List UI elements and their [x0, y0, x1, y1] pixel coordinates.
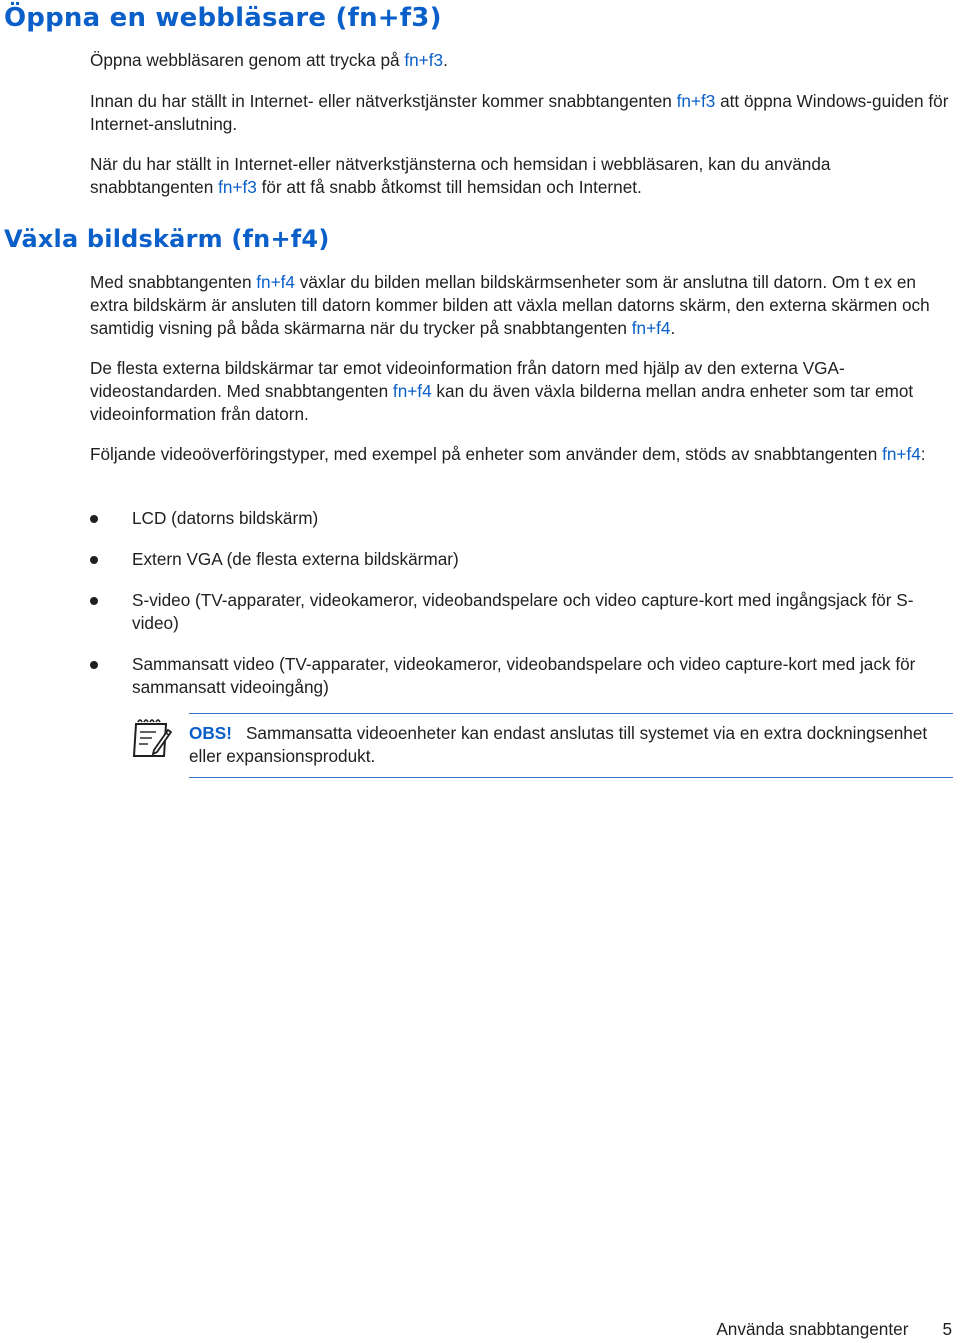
section-heading-browser: Öppna en webbläsare (fn+f3)	[4, 3, 442, 33]
paragraph-text: kan du även växla bilderna mellan andra enheter som tar emot videoinformation från datorn.	[90, 381, 914, 424]
hotkey-link[interactable]: fn+f4	[392, 381, 432, 401]
paragraph-text: Öppna webbläsaren genom att trycka på	[90, 50, 405, 70]
paragraph-text: :	[920, 444, 926, 464]
paragraph-text: för att få snabb åtkomst till hemsidan och Internet.	[256, 177, 642, 197]
paragraph-text: Med snabbtangenten	[90, 272, 257, 292]
bullet-icon	[90, 556, 98, 564]
paragraph-text: att öppna Windows-guiden för Internet-anslutning.	[90, 91, 949, 134]
paragraph-vga	[90, 357, 956, 426]
note-label: OBS!	[189, 723, 232, 743]
paragraph-after-setup	[90, 153, 956, 199]
list-item-text: Sammansatt video (TV-apparater, videokameror, videobandspelare och video capture-kort med jack för sammansatt videoingång)	[132, 654, 916, 697]
hotkey-link[interactable]: fn+f4	[631, 318, 671, 338]
section-heading-display: Växla bildskärm (fn+f4)	[4, 225, 330, 253]
list-item	[90, 507, 956, 530]
footer-title: Använda snabbtangenter	[716, 1319, 909, 1339]
list-item-text: Extern VGA (de flesta externa bildskärmar)	[132, 549, 459, 569]
list-item	[90, 589, 956, 635]
paragraph-open-browser	[90, 49, 956, 72]
paragraph-text: växlar du bilden mellan bildskärmsenheter som är anslutna till datorn. Om t ex en extra bildskärm är ansluten till datorn kommer bilden att växla mellan datorns skärm, den externa skärmen och samtidig visning på båda skärmarna när du trycker på snabbtangenten	[90, 272, 930, 338]
note-box	[189, 713, 953, 778]
bullet-icon	[90, 597, 98, 605]
note-text: Sammansatta videoenheter kan endast anslutas till systemet via en extra dockningsenhet eller expansionsprodukt.	[189, 723, 928, 766]
paragraph-text: De flesta externa bildskärmar tar emot videoinformation från datorn med hjälp av den externa VGA-videostandarden. Med snabbtangenten	[90, 358, 845, 401]
paragraph-switch-display	[90, 271, 956, 340]
page-footer	[716, 1319, 952, 1340]
paragraph-text: Innan du har ställt in Internet- eller nätverkstjänster kommer snabbtangenten	[90, 91, 677, 111]
paragraph-video-types	[90, 443, 956, 466]
bullet-icon	[90, 515, 98, 523]
hotkey-link[interactable]: fn+f4	[256, 272, 295, 292]
hotkey-link[interactable]: fn+f3	[676, 91, 716, 111]
paragraph-text: .	[443, 50, 448, 70]
list-item	[90, 653, 956, 699]
hotkey-link[interactable]: fn+f4	[882, 444, 921, 464]
page-number: 5	[942, 1319, 952, 1339]
hotkey-link[interactable]: fn+f3	[218, 177, 257, 197]
list-item-text: S-video (TV-apparater, videokameror, videobandspelare och video capture-kort med ingångsjack för S-video)	[132, 590, 914, 633]
paragraph-text: Följande videoöverföringstyper, med exempel på enheter som använder dem, stöds av snabbtangenten	[90, 444, 883, 464]
video-type-list	[90, 507, 956, 717]
note-pencil-icon	[130, 716, 172, 760]
paragraph-text: När du har ställt in Internet-eller nätverkstjänsterna och hemsidan i webbläsaren, kan du använda snabbtangenten	[90, 154, 831, 197]
paragraph-text: .	[670, 318, 676, 338]
list-item	[90, 548, 956, 571]
hotkey-link[interactable]: fn+f3	[404, 50, 444, 70]
paragraph-before-setup	[90, 90, 956, 136]
bullet-icon	[90, 661, 98, 669]
list-item-text: LCD (datorns bildskärm)	[132, 508, 319, 528]
